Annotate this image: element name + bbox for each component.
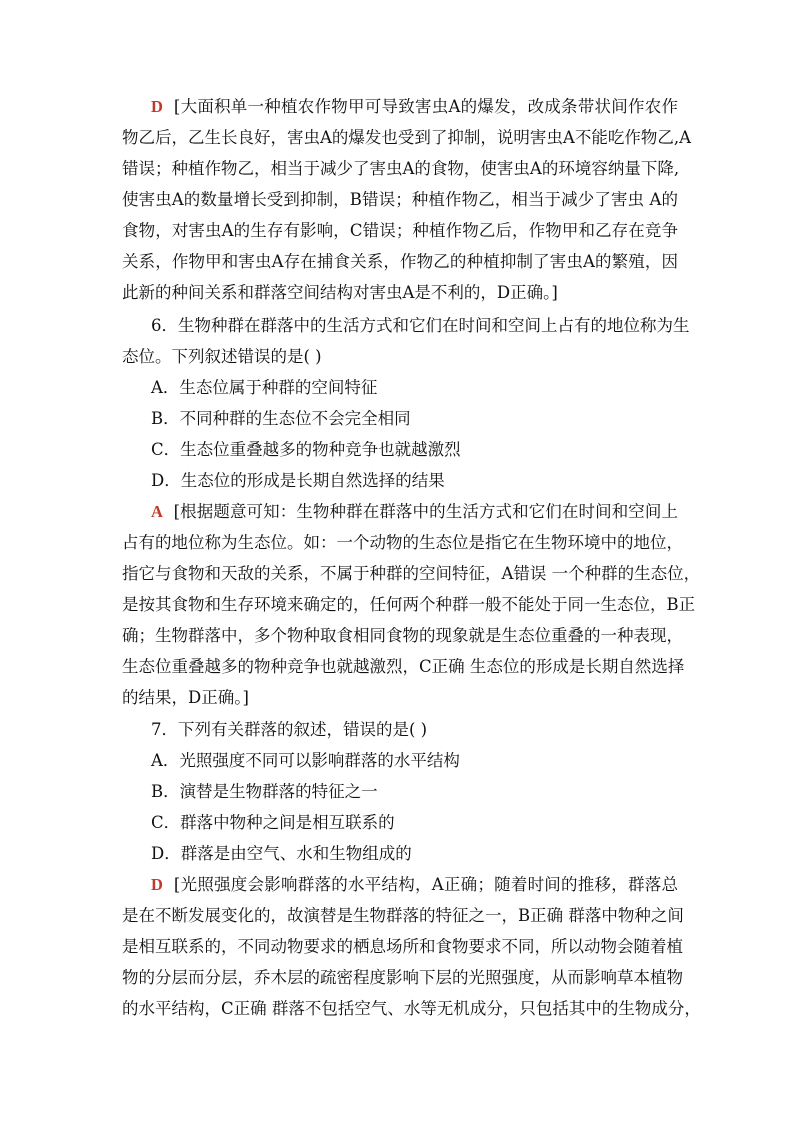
- explanation-line: A [根据题意可知：生物种群在群落中的生活方式和它们在时间和空间上: [151, 502, 678, 521]
- explanation-line: 物乙后，乙生长良好，害虫A的爆发也受到了抑制，说明害虫A不能吃作物乙,A: [122, 128, 691, 147]
- answer-letter: D: [151, 97, 163, 116]
- answer-letter: D: [151, 875, 163, 894]
- explanation-line: 是相互联系的，不同动物要求的栖息场所和食物要求不同，所以动物会随着植: [122, 937, 683, 956]
- explanation-line: D [大面积单一种植农作物甲可导致害虫A的爆发，改成条带状间作农作: [151, 97, 678, 116]
- explanation-line: 物的分层而分层，乔木层的疏密程度影响下层的光照强度，从而影响草本植物: [122, 968, 683, 987]
- explanation-line: 错误；种植作物乙，相当于减少了害虫A的食物，使害虫A的环境容纳量下降,: [122, 159, 680, 178]
- option-d: D．群落是由空气、水和生物组成的: [151, 844, 412, 863]
- answer-explanation-7: [122, 869, 701, 1024]
- option-d: D．生态位的形成是长期自然选择的结果: [151, 471, 445, 490]
- explanation-line: 占有的地位称为生态位。如：一个动物的生态位是指它在生物环境中的地位，: [122, 533, 683, 552]
- explanation-line: D [光照强度会影响群落的水平结构，A正确；随着时间的推移，群落总: [151, 875, 678, 894]
- option-a: A．光照强度不同可以影响群落的水平结构: [151, 751, 460, 770]
- question-stem-line: 7．下列有关群落的叙述，错误的是( ): [151, 720, 428, 739]
- option-b: B．不同种群的生态位不会完全相同: [151, 409, 411, 428]
- answer-letter: A: [151, 502, 163, 521]
- answer-explanation-5: [122, 91, 691, 308]
- question-6: [122, 310, 690, 496]
- option-c: C．群落中物种之间是相互联系的: [151, 813, 395, 832]
- option-a: A．生态位属于种群的空间特征: [151, 378, 378, 397]
- option-c: C．生态位重叠越多的物种竞争也就越激烈: [151, 440, 461, 459]
- explanation-line: 是按其食物和生存环境来确定的，任何两个种群一般不能处于同一生态位，B正: [122, 595, 696, 614]
- explanation-line: 是在不断发展变化的，故演替是生物群落的特征之一，B正确 群落中物种之间: [122, 906, 684, 925]
- explanation-line: 关系，作物甲和害虫A存在捕食关系，作物乙的种植抑制了害虫A的繁殖，因: [122, 252, 678, 271]
- question-stem-line: 6．生物种群在群落中的生活方式和它们在时间和空间上占有的地位称为生: [151, 316, 690, 335]
- question-7: [122, 714, 678, 869]
- question-stem-line: 态位。下列叙述错误的是( ): [122, 347, 322, 366]
- explanation-line: 此新的种间关系和群落空间结构对害虫A是不利的，D正确。]: [122, 283, 558, 302]
- explanation-line: 指它与食物和天敌的关系，不属于种群的空间特征，A错误 一个种群的生态位，: [122, 564, 701, 583]
- explanation-line: 的结果，D正确。]: [122, 688, 249, 707]
- explanation-line: 使害虫A的数量增长受到抑制，B错误；种植作物乙，相当于减少了害虫 A的: [122, 190, 678, 209]
- explanation-line: 确；生物群落中，多个物种取食相同食物的现象就是生态位重叠的一种表现，: [122, 626, 683, 645]
- explanation-line: 生态位重叠越多的物种竞争也就越激烈，C正确 生态位的形成是长期自然选择: [122, 657, 685, 676]
- option-b: B．演替是生物群落的特征之一: [151, 782, 378, 801]
- answer-explanation-6: [122, 496, 701, 713]
- explanation-line: 的水平结构，C正确 群落不包括空气、水等无机成分，只包括其中的生物成分，: [122, 999, 701, 1018]
- explanation-line: 食物，对害虫A的生存有影响，C错误；种植作物乙后，作物甲和乙存在竞争: [122, 221, 678, 240]
